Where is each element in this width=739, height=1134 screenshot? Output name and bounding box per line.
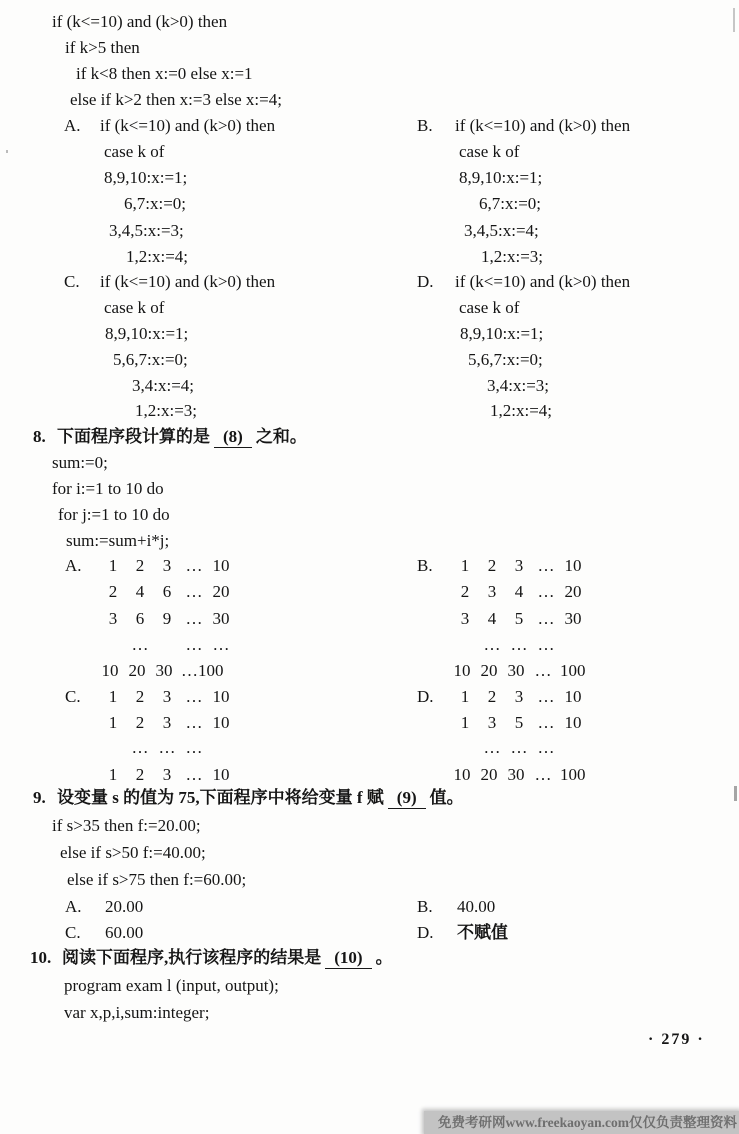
question-number: 10. xyxy=(30,948,52,967)
table-cell: 1 xyxy=(460,713,470,732)
stem-before: 下面程序段计算的是 xyxy=(57,427,210,446)
table-cell: 3 xyxy=(487,713,497,732)
table-cell: … xyxy=(534,661,552,680)
table-cell: 30 xyxy=(212,609,230,628)
option-b-code: if (k<=10) and (k>0) then xyxy=(455,116,631,135)
option-c-label: C. xyxy=(65,923,81,942)
table-cell: … xyxy=(185,609,203,628)
option-b-code: 3,4,5:x:=4; xyxy=(464,221,539,240)
table-cell: … xyxy=(131,738,149,757)
table-cell: … xyxy=(537,582,555,601)
table-cell: 3 xyxy=(514,556,524,575)
table-cell: 4 xyxy=(514,582,524,601)
table-cell: 3 xyxy=(460,609,470,628)
table-row-cells xyxy=(455,684,590,710)
table-cell: … xyxy=(483,738,501,757)
scan-artifact xyxy=(733,8,735,32)
table-cell: 1 xyxy=(108,687,118,706)
table-cell: 3 xyxy=(162,556,172,575)
table-row-cells xyxy=(103,579,238,605)
table-cell: 30 xyxy=(507,765,525,784)
option-line xyxy=(0,165,739,191)
table-row-cells xyxy=(103,710,238,736)
option-a-code: 1,2:x:=4; xyxy=(126,247,189,266)
code-line xyxy=(0,973,739,999)
table-cell: 1 xyxy=(460,556,470,575)
table-cell: … xyxy=(534,765,552,784)
table-cell: 3 xyxy=(514,687,524,706)
stem-after: 值。 xyxy=(429,788,464,807)
table-cell: 9 xyxy=(162,609,172,628)
table-cell: … xyxy=(537,738,555,757)
table-cell: … xyxy=(537,609,555,628)
option-d-code: 5,6,7:x:=0; xyxy=(468,350,543,369)
code-line xyxy=(0,502,739,528)
table-cell: … xyxy=(185,765,203,784)
table-cell: 3 xyxy=(162,713,172,732)
option-c-label: C. xyxy=(64,272,80,291)
option-line xyxy=(0,295,739,321)
option-a-label: A. xyxy=(65,897,82,916)
table-cell: 20 xyxy=(564,582,582,601)
table-cell: … xyxy=(212,635,230,654)
table-cell: 1 xyxy=(460,687,470,706)
option-b-label: B. xyxy=(417,556,433,575)
option-d-code: 3,4:x:=3; xyxy=(487,376,550,395)
table-cell: 5 xyxy=(514,609,524,628)
option-line xyxy=(0,191,739,217)
code-line xyxy=(0,867,739,893)
option-c-code: 3,4:x:=4; xyxy=(132,376,195,395)
table-cell: 6 xyxy=(135,609,145,628)
option-d-code: if (k<=10) and (k>0) then xyxy=(455,272,631,291)
option-d-code: 1,2:x:=4; xyxy=(490,401,553,420)
table-row-cells xyxy=(455,710,590,736)
table-row-cells xyxy=(103,735,238,761)
code-line xyxy=(0,35,739,61)
code-text: sum:=sum+i*j; xyxy=(66,531,170,550)
option-d-label: D. xyxy=(417,687,434,706)
option-b-label: B. xyxy=(417,897,433,916)
table-cell: 2 xyxy=(135,687,145,706)
table-row-cells xyxy=(455,579,590,605)
table-cell: … xyxy=(131,635,149,654)
table-cell: 1 xyxy=(108,713,118,732)
option-c-label: C. xyxy=(65,687,81,706)
stem-before: 设变量 s 的值为 75,下面程序中将给变量 f 赋 xyxy=(57,788,384,807)
code-text: if k<8 then x:=0 else x:=1 xyxy=(76,64,253,83)
option-a-label: A. xyxy=(64,116,81,135)
option-b-code: 1,2:x:=3; xyxy=(481,247,544,266)
table-cell: 2 xyxy=(108,582,118,601)
fill-blank: (9) xyxy=(388,788,426,809)
option-b-label: B. xyxy=(417,116,433,135)
table-cell: … xyxy=(185,687,203,706)
table-cell: 2 xyxy=(135,556,145,575)
table-cell: 20 xyxy=(480,661,498,680)
table-cell: … xyxy=(185,738,203,757)
question-text xyxy=(57,424,307,450)
option-b-code: 6,7:x:=0; xyxy=(479,194,542,213)
question-stem xyxy=(0,785,739,811)
table-cell: 10 xyxy=(101,661,119,680)
code-line xyxy=(0,450,739,476)
table-cell: 30 xyxy=(564,609,582,628)
option-d-label: D. xyxy=(417,272,434,291)
table-row-cells xyxy=(103,606,238,632)
table-cell: 3 xyxy=(108,609,118,628)
table-cell: 20 xyxy=(480,765,498,784)
option-a-code: 8,9,10:x:=1; xyxy=(104,168,188,187)
table-cell: … xyxy=(510,738,528,757)
option-line xyxy=(0,321,739,347)
code-text: for j:=1 to 10 do xyxy=(58,505,170,524)
code-text: for i:=1 to 10 do xyxy=(52,479,164,498)
table-row xyxy=(0,632,739,658)
table-cell: … xyxy=(537,687,555,706)
table-cell: … xyxy=(483,635,501,654)
table-cell: 1 xyxy=(108,765,118,784)
table-row-cells xyxy=(455,606,590,632)
table-cell: 20 xyxy=(212,582,230,601)
option-line xyxy=(0,218,739,244)
code-text: else if s>50 f:=40.00; xyxy=(60,843,206,862)
option-line xyxy=(0,113,739,139)
option-d-label: D. xyxy=(417,923,434,942)
table-cell: 30 xyxy=(155,661,173,680)
table-cell: … xyxy=(158,738,176,757)
table-cell: 2 xyxy=(487,687,497,706)
table-cell: 10 xyxy=(453,765,471,784)
table-cell: 100 xyxy=(560,661,586,680)
watermark-banner: 免费考研网www.freekaoyan.com仅仅负责整理资料 xyxy=(424,1111,739,1134)
stem-after: 之和。 xyxy=(255,427,307,446)
table-cell: 2 xyxy=(135,765,145,784)
table-cell: 6 xyxy=(162,582,172,601)
table-row xyxy=(0,658,739,684)
question-text xyxy=(62,945,393,971)
option-a-label: A. xyxy=(65,556,82,575)
option-line xyxy=(0,139,739,165)
table-row xyxy=(0,553,739,579)
stem-before: 阅读下面程序,执行该程序的结果是 xyxy=(62,948,322,967)
option-c-text: 60.00 xyxy=(105,923,144,942)
option-line xyxy=(0,269,739,295)
option-line xyxy=(0,244,739,270)
option-c-code: if (k<=10) and (k>0) then xyxy=(100,272,276,291)
table-cell: 10 xyxy=(212,556,230,575)
question-number: 8. xyxy=(33,427,46,446)
question-number: 9. xyxy=(33,788,46,807)
table-cell: 10 xyxy=(212,713,230,732)
option-a-text: 20.00 xyxy=(105,897,144,916)
code-text: if k>5 then xyxy=(65,38,140,57)
code-line xyxy=(0,476,739,502)
table-row xyxy=(0,735,739,761)
table-cell: 2 xyxy=(460,582,470,601)
table-cell: 2 xyxy=(487,556,497,575)
code-line xyxy=(0,87,739,113)
option-a-code: 3,4,5:x:=3; xyxy=(109,221,184,240)
question-stem xyxy=(0,424,739,450)
table-row-cells xyxy=(452,658,593,684)
code-text: sum:=0; xyxy=(52,453,108,472)
option-line xyxy=(0,920,739,946)
code-line xyxy=(0,840,739,866)
table-row xyxy=(0,606,739,632)
table-row xyxy=(0,710,739,736)
table-cell: 10 xyxy=(212,765,230,784)
code-text: else if s>75 then f:=60.00; xyxy=(67,870,247,889)
question-stem xyxy=(0,945,739,971)
table-cell: … xyxy=(510,635,528,654)
table-cell: … xyxy=(537,713,555,732)
table-cell: 10 xyxy=(212,687,230,706)
table-cell: … xyxy=(537,635,555,654)
page-number: · 279 · xyxy=(648,1031,705,1048)
option-d-text: 不赋值 xyxy=(457,923,508,942)
table-cell: 3 xyxy=(162,765,172,784)
table-row xyxy=(0,579,739,605)
table-cell: … xyxy=(185,713,203,732)
table-row-cells xyxy=(455,553,590,579)
scan-artifact xyxy=(734,786,737,801)
table-cell: …100 xyxy=(181,661,224,680)
table-row-cells xyxy=(100,658,258,684)
code-line xyxy=(0,1000,739,1026)
code-text: if (k<=10) and (k>0) then xyxy=(52,12,228,31)
option-a-code: case k of xyxy=(104,142,165,161)
table-cell: 4 xyxy=(135,582,145,601)
fill-blank: (8) xyxy=(214,427,252,448)
stem-after: 。 xyxy=(375,948,393,967)
option-d-code: case k of xyxy=(459,298,520,317)
option-line xyxy=(0,347,739,373)
table-row-cells xyxy=(455,735,590,761)
table-cell: 10 xyxy=(564,713,582,732)
table-cell: … xyxy=(185,556,203,575)
option-d-code: 8,9,10:x:=1; xyxy=(460,324,544,343)
option-c-code: case k of xyxy=(104,298,165,317)
table-cell: 2 xyxy=(135,713,145,732)
code-text: else if k>2 then x:=3 else x:=4; xyxy=(70,90,282,109)
table-cell: 4 xyxy=(487,609,497,628)
table-cell: 30 xyxy=(507,661,525,680)
code-text: var x,p,i,sum:integer; xyxy=(64,1003,210,1022)
option-b-code: case k of xyxy=(459,142,520,161)
code-text: program exam l (input, output); xyxy=(64,976,279,995)
option-line xyxy=(0,894,739,920)
option-b-code: 8,9,10:x:=1; xyxy=(459,168,543,187)
option-c-code: 1,2:x:=3; xyxy=(135,401,198,420)
table-cell: 10 xyxy=(564,687,582,706)
option-line xyxy=(0,398,739,424)
option-a-code: if (k<=10) and (k>0) then xyxy=(100,116,276,135)
table-cell: … xyxy=(537,556,555,575)
fill-blank: (10) xyxy=(325,948,371,969)
table-cell: 3 xyxy=(162,687,172,706)
option-a-code: 6,7:x:=0; xyxy=(124,194,187,213)
code-line xyxy=(0,61,739,87)
code-line xyxy=(0,9,739,35)
table-row-cells xyxy=(103,684,238,710)
table-cell: … xyxy=(185,582,203,601)
table-cell: 10 xyxy=(453,661,471,680)
table-cell: 1 xyxy=(108,556,118,575)
option-line xyxy=(0,373,739,399)
option-c-code: 5,6,7:x:=0; xyxy=(113,350,188,369)
code-text: if s>35 then f:=20.00; xyxy=(52,816,201,835)
table-cell: … xyxy=(185,635,203,654)
table-cell: 20 xyxy=(128,661,146,680)
scan-artifact xyxy=(6,150,8,153)
code-line xyxy=(0,528,739,554)
option-b-text: 40.00 xyxy=(457,897,496,916)
question-text xyxy=(57,785,464,811)
table-row-cells xyxy=(103,632,238,658)
table-cell: 100 xyxy=(560,765,586,784)
table-row-cells xyxy=(455,632,590,658)
code-line xyxy=(0,813,739,839)
table-row-cells xyxy=(103,553,238,579)
option-c-code: 8,9,10:x:=1; xyxy=(105,324,189,343)
table-cell: 3 xyxy=(487,582,497,601)
table-row xyxy=(0,684,739,710)
table-cell: 5 xyxy=(514,713,524,732)
table-cell: 10 xyxy=(564,556,582,575)
